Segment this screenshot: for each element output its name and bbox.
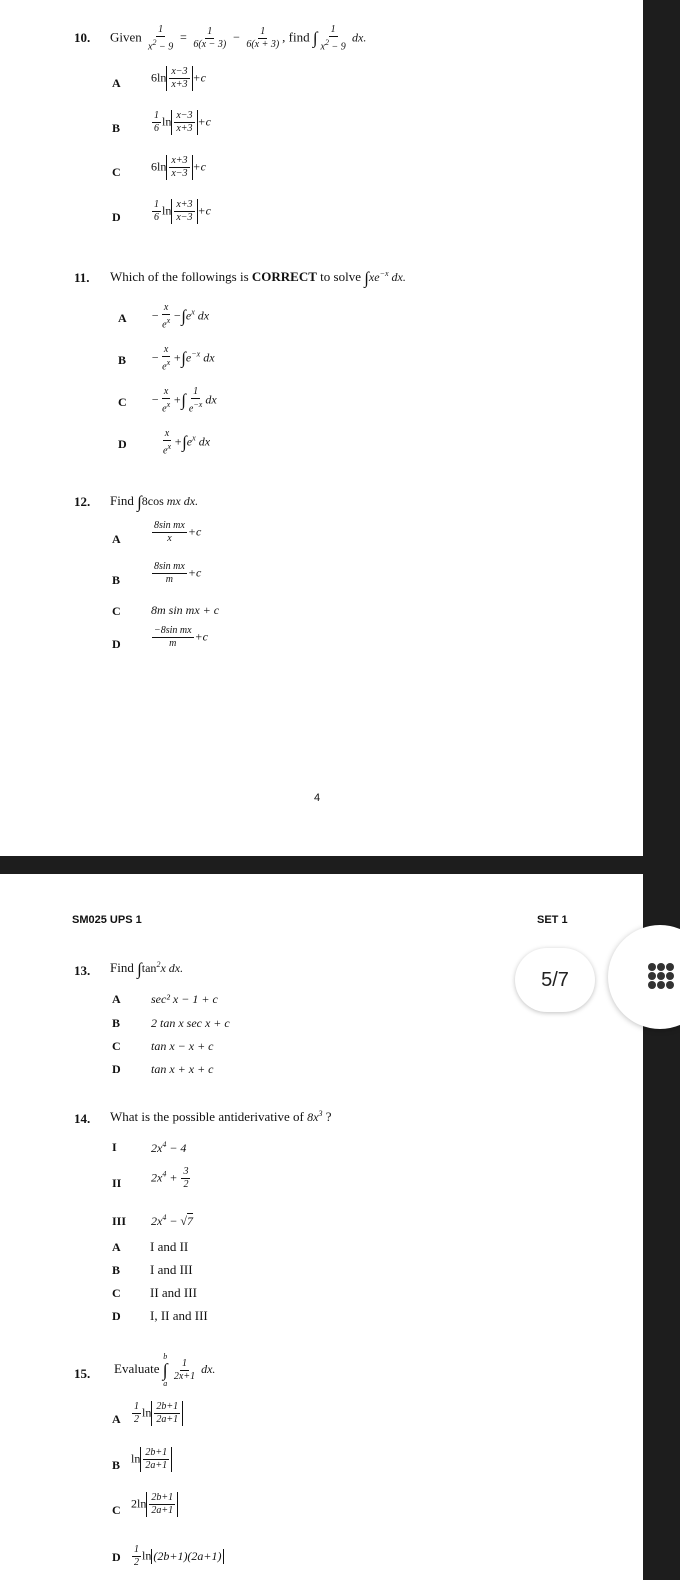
option-12b-expression: $\frac{\text{8sin mx}}{m}$ +c [154, 561, 202, 585]
option-13d-expression: tan x + x + c [151, 1062, 214, 1076]
option-letter: D [112, 1550, 121, 1564]
option-13b-expression: 2 tan x sec x + c [151, 1016, 230, 1030]
question-number: 15. [74, 1366, 91, 1381]
option-14c-label: II and III [150, 1285, 197, 1300]
option-letter: D [112, 210, 121, 224]
question-number: 14. [74, 1111, 91, 1126]
option-letter: B [118, 353, 127, 367]
question-number: 11. [74, 270, 90, 285]
item-3-expression: $2x^4 - √7$ [151, 1213, 194, 1228]
option-letter: D [112, 1309, 121, 1323]
option-10c-expression: 6ln $\frac{x+3}{x-3}$ +c [151, 155, 206, 179]
option-11b-expression: − $\frac{x}{e^x}$ $+\int e^{-x}$ dx [151, 344, 215, 373]
item-numeral: III [112, 1214, 127, 1228]
option-15a-expression: $\frac{1}{2}$ ln $\frac{2b+1}{2a+1}$ [131, 1401, 183, 1426]
item-2-expression: $2x^4$ + $\frac{3}{2}$ [151, 1166, 189, 1190]
question-number: 12. [74, 494, 91, 509]
option-letter: A [112, 1240, 121, 1254]
option-letter: B [112, 573, 121, 587]
option-12a-expression: $\frac{\text{8sin mx}}{x}$ +c [154, 520, 202, 544]
option-10b-expression: $\frac{1}{6}$ ln $\frac{x-3}{x+3}$ +c [154, 110, 211, 134]
option-letter: B [112, 1458, 121, 1472]
item-1-expression: $2x^4 - 4$ [151, 1140, 187, 1155]
option-letter: C [112, 604, 121, 618]
dots-grid-icon [648, 963, 674, 989]
question-number: 13. [74, 963, 91, 978]
option-letter: C [112, 1286, 121, 1300]
item-numeral: II [112, 1176, 122, 1190]
option-letter: A [112, 76, 121, 90]
option-letter: A [112, 1412, 121, 1426]
question-13-text: Find $\int\tan^2x$ dx. [110, 959, 184, 978]
option-15d-expression: $\frac{1}{2}$ ln (2b+1)(2a+1) [134, 1544, 222, 1568]
option-12d-expression: $\frac{\text{−8sin mx}}{m}$ +c [154, 625, 209, 649]
option-letter: B [112, 1016, 121, 1030]
option-letter: A [112, 992, 121, 1006]
option-letter: C [112, 1039, 121, 1053]
option-13c-expression: tan x − x + c [151, 1039, 214, 1053]
option-letter: D [112, 637, 121, 651]
option-13a-expression: sec² x − 1 + c [151, 992, 218, 1006]
option-letter: A [118, 311, 127, 325]
option-12c-expression: 8m sin mx + c [151, 603, 220, 617]
option-letter: B [112, 1263, 121, 1277]
option-11d-expression: $\frac{x}{e^x}$ $+\int e^x$ dx [163, 428, 211, 457]
question-10-text: Given $\frac{1}{x^2 - 9}$ = $\frac{1}{6(x - 3)}$ − $\frac{1}{6(x + 3)}$ , find ∫ $\frac{1}{x^2 - 9}$ dx. [110, 24, 367, 53]
option-letter: B [112, 121, 121, 135]
question-12-text: Find ∫8cos mx dx. [110, 492, 199, 511]
option-14d-label: I, II and III [150, 1308, 208, 1323]
option-11a-expression: − $\frac{x}{e^x}$ $-\int e^x$ dx [151, 302, 210, 331]
option-letter: C [112, 165, 121, 179]
option-letter: A [112, 532, 121, 546]
question-number: 10. [74, 30, 91, 45]
item-numeral: I [112, 1140, 117, 1154]
question-14-text: What is the possible antiderivative of $8x^3$ ? [110, 1109, 332, 1124]
page-counter: 5/7 [515, 948, 595, 1012]
option-letter: C [112, 1503, 121, 1517]
option-letter: C [118, 395, 127, 409]
option-15b-expression: ln $\frac{2b+1}{2a+1}$ [131, 1447, 172, 1472]
question-15-text: Evaluate b ∫ a $\frac{1}{2x+1}$ dx. [114, 1352, 216, 1388]
viewer-background [643, 0, 680, 1580]
option-14b-label: I and III [150, 1262, 193, 1277]
option-14a-label: I and II [150, 1239, 189, 1254]
option-11c-expression: − $\frac{x}{e^x}$ +∫ $\frac{1}{e^{-x}}$ dx [151, 386, 217, 415]
question-11-text: Which of the followings is CORRECT to solve $\int xe^{-x}$ dx. [110, 268, 406, 287]
header-course-code: SM025 UPS 1 [72, 914, 142, 926]
header-set-label: SET 1 [537, 914, 568, 926]
option-letter: D [118, 437, 127, 451]
option-10a-expression: 6ln $\frac{x-3}{x+3}$ +c [151, 66, 206, 90]
option-letter: D [112, 1062, 121, 1076]
option-10d-expression: $\frac{1}{6}$ ln $\frac{x+3}{x-3}$ +c [154, 199, 211, 223]
page-number: 4 [314, 792, 321, 804]
option-15c-expression: 2ln $\frac{2b+1}{2a+1}$ [131, 1492, 178, 1517]
